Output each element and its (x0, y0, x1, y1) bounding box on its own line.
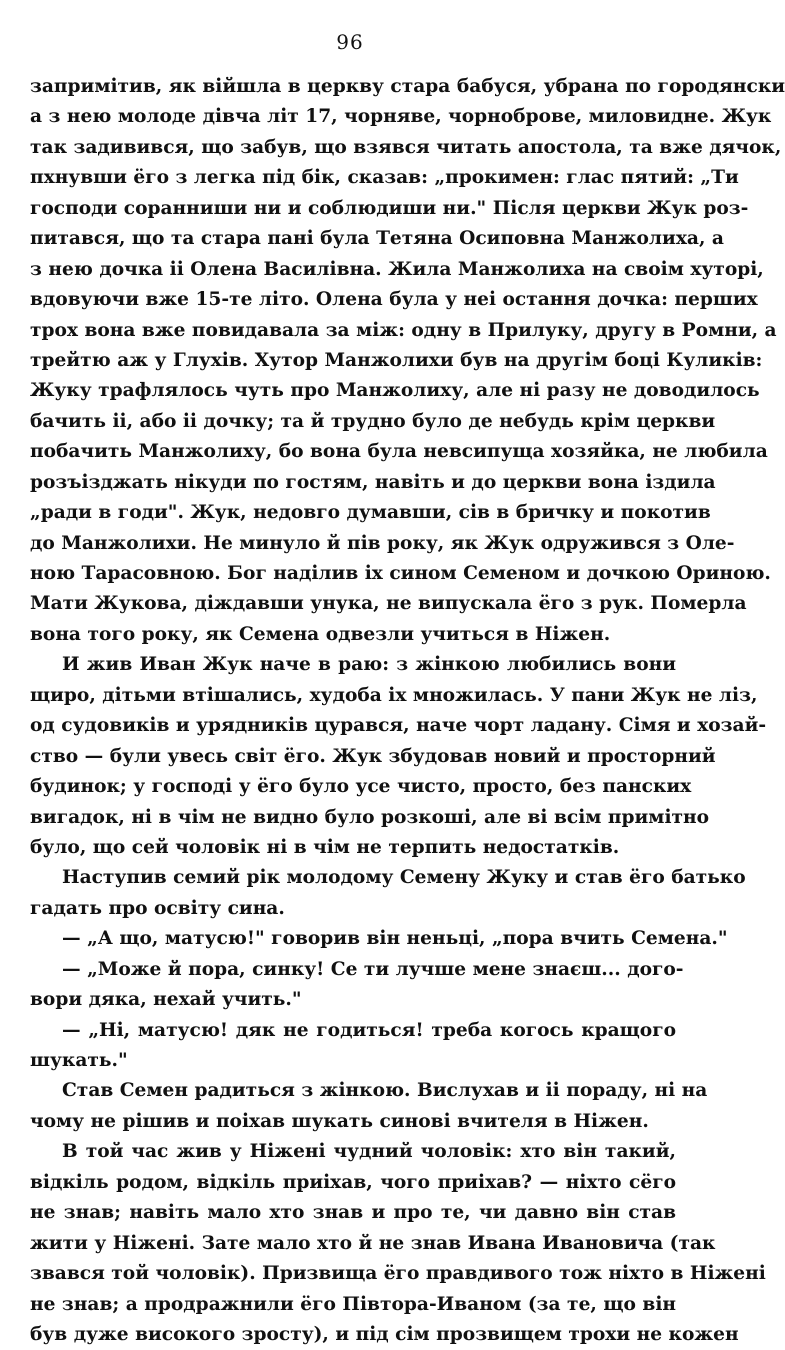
text-line: И жив Иван Жук наче в раю: з жінкою любились вони (62, 654, 676, 676)
text-line: Став Семен радиться з жінкою. Вислухав и іі пораду, ні на (62, 1080, 708, 1102)
text-line: було, що сей чоловік ні в чім не терпить недостатків. (30, 836, 620, 858)
text-line: до Манжолихи. Не минуло й пів року, як Жук одружився з Оле- (30, 532, 735, 554)
text-line: звався той чоловік). Призвища ёго правдивого тож ніхто в Ніжені (30, 1263, 766, 1285)
text-line: трейтю аж у Глухів. Хутор Манжолихи був на другім боці Куликів: (30, 349, 763, 371)
body-text (30, 72, 785, 1350)
text-line: вигадок, ні в чім не видно було розкоші, але ві всім примітно (30, 806, 710, 828)
text-line: бачить іі, або іі дочку; та й трудно було де небудь крім церкви (30, 410, 716, 432)
text-line: „ради в годи". Жук, недовго думавши, сів в бричку и покотив (30, 502, 711, 524)
text-line: не знав; навіть мало хто знав и про те, чи давно він став (30, 1202, 676, 1224)
text-line: з нею дочка іі Олена Василівна. Жила Манжолиха на своім хуторі, (30, 258, 764, 280)
page-number: 96 (336, 30, 364, 54)
text-line: В той час жив у Ніжені чудний чоловік: хто він такий, (62, 1141, 676, 1163)
text-line: відкіль родом, відкіль приіхав, чого приіхав? — ніхто сёго (30, 1171, 676, 1193)
text-line: — „Може й пора, синку! Се ти лучше мене знаєш... дого- (62, 958, 684, 980)
text-line: будинок; у господі у ёго було усе чисто, просто, без панских (30, 776, 692, 798)
text-line: так задивився, що забув, що взявся читать апостола, та вже дячок, (30, 136, 782, 158)
text-line: Жуку трафлялось чуть про Манжолиху, але ні разу не доводилось (30, 380, 760, 402)
text-line: Наступив семий рік молодому Семену Жуку и став ёго батько (62, 867, 746, 889)
text-line: щиро, дітьми втішались, худоба іх множилась. У пани Жук не ліз, (30, 684, 758, 706)
text-line: — „А що, матусю!" говорив він неньці, „пора вчить Семена." (62, 928, 728, 950)
text-line: од судовиків и урядників цурався, наче чорт ладану. Сімя и хозай- (30, 715, 767, 737)
text-line: пхнувши ёго з легка під бік, сказав: „прокимен: глас пятий: „Ти (30, 167, 739, 189)
text-line: жити у Ніжені. Зате мало хто й не знав Ивана Ивановича (так (30, 1232, 716, 1254)
text-line: не знав; а продражнили ёго Півтора-Иваном (за те, що він (30, 1293, 676, 1315)
text-line: ство — були увесь світ ёго. Жук збудовав новий и просторний (30, 745, 716, 767)
text-line: питався, що та стара пані була Тетяна Осиповна Манжолиха, а (30, 228, 724, 250)
text-line: запримітив, як війшла в церкву стара бабуся, убрана по городянски (30, 76, 785, 97)
text-line: гадать про освіту сина. (30, 897, 285, 919)
text-line: вдовуючи вже 15-те літо. Олена була у неі остання дочка: перших (30, 289, 758, 311)
text-line: а з нею молоде дівча літ 17, чорняве, чорноброве, миловидне. Жук (30, 106, 772, 128)
text-line: побачить Манжолиху, бо вона була невсипуща хозяйка, не любила (30, 441, 768, 463)
text-line: був дуже високого зросту), и під сім прозвищем трохи не кожен (30, 1323, 739, 1345)
text-line: вона того року, як Семена одвезли учиться в Ніжен. (30, 623, 611, 645)
text-line: господи соранниши ни и соблюдиши ни." Після церкви Жук роз- (30, 197, 749, 219)
text-line: Мати Жукова, діждавши унука, не випускала ёго з рук. Померла (30, 593, 747, 615)
text-line: ною Тарасовною. Бог наділив іх сином Семеном и дочкою Ориною. (30, 563, 771, 584)
text-line: трох вона вже повидавала за між: одну в Прилуку, другу в Ромни, а (30, 319, 777, 341)
text-line: шукать." (30, 1050, 128, 1071)
text-line: вори дяка, нехай учить." (30, 989, 302, 1011)
text-line: розъізджать нікуди по гостям, навіть и до церкви вона іздила (30, 471, 716, 493)
text-line: чому не рішив и поіхав шукать синові вчителя в Ніжен. (30, 1110, 649, 1132)
text-line: — „Ні, матусю! дяк не годиться! треба когось кращого (62, 1019, 676, 1041)
